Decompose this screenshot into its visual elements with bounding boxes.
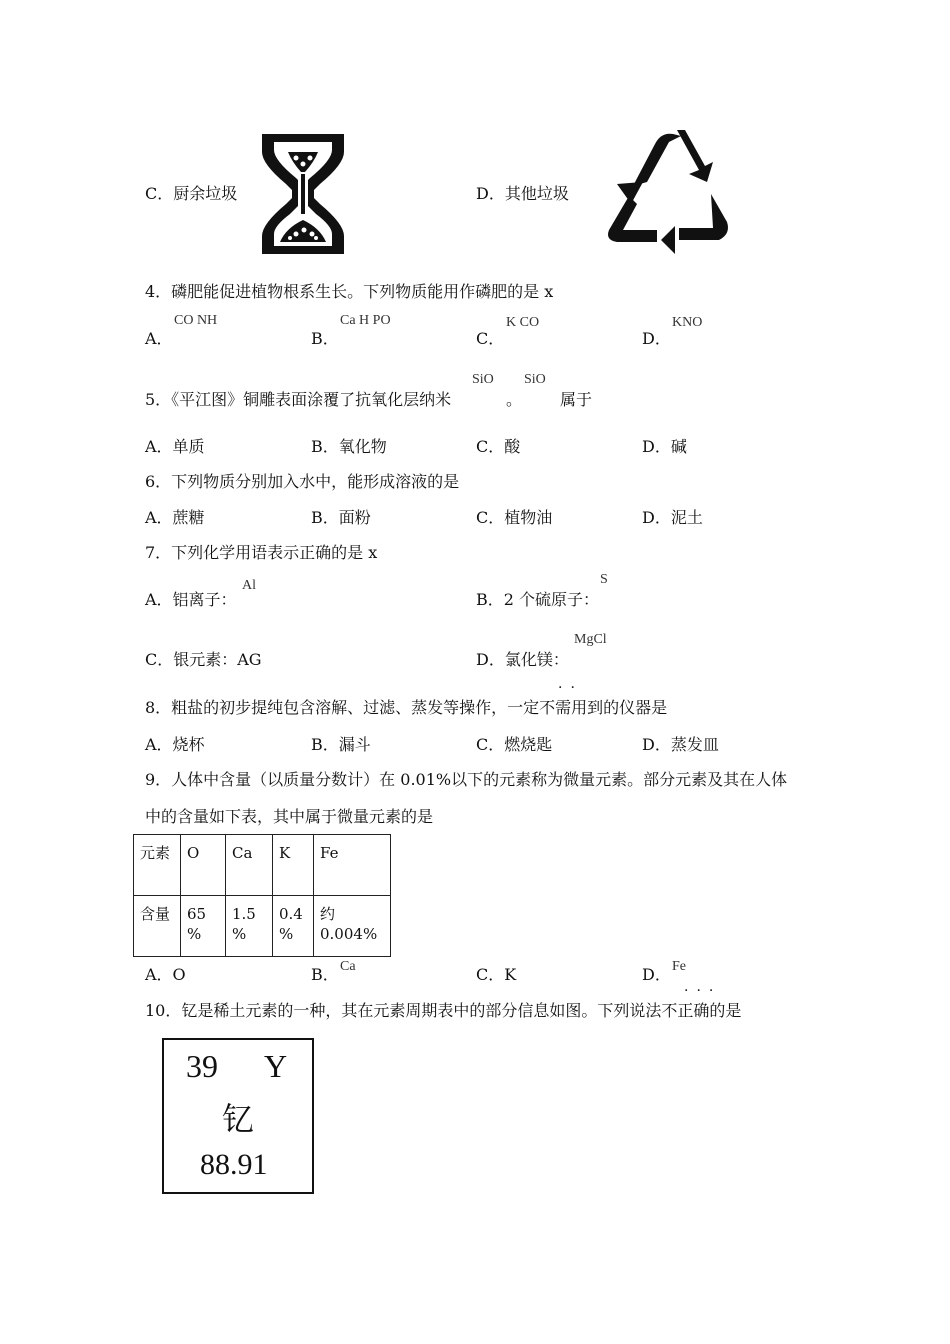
q5-stem-mid: 。 bbox=[506, 390, 523, 409]
hourglass-icon bbox=[258, 134, 348, 254]
q4-option-d-label: D． bbox=[642, 329, 671, 348]
table-cell: 含量 bbox=[134, 896, 181, 957]
table-header-cell: K bbox=[273, 835, 314, 896]
q6-option-b: B．面粉 bbox=[311, 508, 371, 527]
q4-option-a-label: A． bbox=[145, 329, 173, 348]
q4-option-c-label: C． bbox=[476, 329, 505, 348]
element-content-table bbox=[133, 834, 391, 957]
table-header-cell: O bbox=[181, 835, 226, 896]
q6-option-a: A．蔗糖 bbox=[145, 508, 205, 527]
q10-stem: 10．钇是稀土元素的一种，其在元素周期表中的部分信息如图。下列说法不正确的是 bbox=[145, 1001, 742, 1020]
q8-emphasis-dots: ·· bbox=[558, 680, 583, 696]
q8-option-d: D．蒸发皿 bbox=[642, 735, 719, 754]
q3-option-d: D．其他垃圾 bbox=[476, 184, 569, 203]
q9-option-d-label: D． bbox=[642, 965, 671, 984]
table-header-cell: 元素 bbox=[134, 835, 181, 896]
q10-emphasis-dots: ··· bbox=[684, 983, 722, 999]
q8-option-c: C．燃烧匙 bbox=[476, 735, 553, 754]
table-cell: 约 0.004% bbox=[314, 896, 391, 957]
recycle-triangle-icon bbox=[603, 122, 731, 258]
q7-option-d-formula: MgCl bbox=[574, 632, 607, 647]
table-cell: 1.5 % bbox=[226, 896, 273, 957]
q9-stem-line2: 中的含量如下表，其中属于微量元素的是 bbox=[145, 807, 434, 826]
q9-option-d-formula: Fe bbox=[672, 959, 686, 974]
q4-option-b-label: B． bbox=[311, 329, 339, 348]
q5-stem-post: 属于 bbox=[560, 390, 593, 409]
q4-stem: 4．磷肥能促进植物根系生长。下列物质能用作磷肥的是 x bbox=[145, 282, 554, 301]
q8-option-b: B．漏斗 bbox=[311, 735, 371, 754]
q7-option-a-text: A．铝离子： bbox=[145, 590, 237, 609]
q4-option-d-formula: KNO bbox=[672, 315, 703, 330]
q6-option-d: D．泥土 bbox=[642, 508, 703, 527]
q5-formula-1: SiO bbox=[472, 372, 494, 387]
table-row bbox=[134, 835, 391, 896]
q8-stem: 8．粗盐的初步提纯包含溶解、过滤、蒸发等操作，一定不需用到的仪器是 bbox=[145, 698, 668, 717]
q7-option-c-text: C．银元素：AG bbox=[145, 650, 262, 669]
q4-option-c-formula: K CO bbox=[506, 315, 540, 330]
q5-option-b: B．氧化物 bbox=[311, 437, 387, 456]
q7-option-b-text: B．2 个硫原子： bbox=[476, 590, 600, 609]
q5-option-a: A．单质 bbox=[145, 437, 205, 456]
atomic-number: 39 bbox=[186, 1048, 218, 1084]
table-cell: 65 % bbox=[181, 896, 226, 957]
q4-option-b-formula: Ca H PO bbox=[340, 313, 391, 328]
q9-option-a: A．O bbox=[145, 965, 186, 984]
q5-option-c: C．酸 bbox=[476, 437, 521, 456]
q6-stem: 6．下列物质分别加入水中，能形成溶液的是 bbox=[145, 472, 460, 491]
q9-option-c: C．K bbox=[476, 965, 517, 984]
q7-option-b-formula: S bbox=[600, 572, 608, 587]
q7-option-d-text: D．氯化镁： bbox=[476, 650, 569, 669]
element-card-yttrium bbox=[162, 1038, 314, 1194]
q3-option-c: C．厨余垃圾 bbox=[145, 184, 238, 203]
q4-option-a-formula: CO NH bbox=[174, 313, 218, 328]
q5-stem-pre: 5．《平江图》铜雕表面涂覆了抗氧化层纳米 bbox=[145, 390, 452, 409]
table-row bbox=[134, 896, 391, 957]
q9-stem-line1: 9．人体中含量（以质量分数计）在 0.01%以下的元素称为微量元素。部分元素及其在人体 bbox=[145, 770, 788, 789]
q5-formula-2: SiO bbox=[524, 372, 546, 387]
q9-option-b-formula: Ca bbox=[340, 959, 356, 974]
relative-atomic-mass: 88.91 bbox=[200, 1148, 268, 1181]
q7-option-a-formula: Al bbox=[242, 578, 256, 593]
element-symbol: Y bbox=[264, 1048, 288, 1084]
q9-option-b-label: B． bbox=[311, 965, 339, 984]
q8-option-a: A．烧杯 bbox=[145, 735, 205, 754]
table-header-cell: Ca bbox=[226, 835, 273, 896]
q5-option-d: D．碱 bbox=[642, 437, 687, 456]
table-header-cell: Fe bbox=[314, 835, 391, 896]
table-cell: 0.4 % bbox=[273, 896, 314, 957]
q6-option-c: C．植物油 bbox=[476, 508, 553, 527]
q7-stem: 7．下列化学用语表示正确的是 x bbox=[145, 543, 378, 562]
element-name: 钇 bbox=[222, 1100, 255, 1138]
